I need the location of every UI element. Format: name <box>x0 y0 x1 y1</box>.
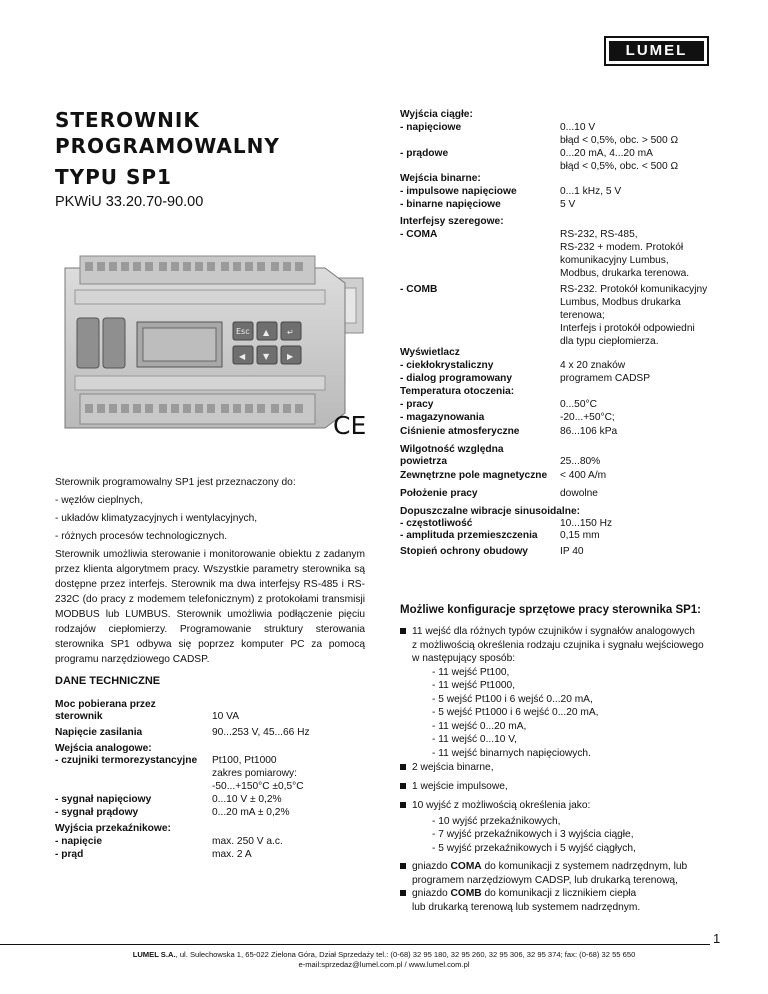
spec-value: 10 VA <box>212 711 239 722</box>
spec-value: 0...50°C <box>560 399 597 410</box>
spec-key: - dialog programowany <box>400 373 513 384</box>
spec-key: Ciśnienie atmosferyczne <box>400 426 520 437</box>
spec-value: RS-232, RS-485, <box>560 229 638 240</box>
config-heading: Możliwe konfiguracje sprzętowe pracy sterownika SP1: <box>400 604 702 616</box>
spec-value: komunikacyjny Lumbus, <box>560 255 669 266</box>
spec-value: zakres pomiarowy: <box>212 768 297 779</box>
config-bullet-coma <box>400 860 735 887</box>
spec-value: < 400 A/m <box>560 470 607 481</box>
spec-key: Wyjścia przekaźnikowe: <box>55 823 171 834</box>
spec-value: max. 2 A <box>212 849 252 860</box>
bullet-square-icon <box>400 783 406 789</box>
bullet-text: gniazdo <box>412 888 451 899</box>
spec-value: IP 40 <box>560 546 584 557</box>
bullet-text: do komunikacji z systemem nadrzędnym, lub <box>481 861 688 872</box>
bullet-bold: COMB <box>450 888 482 899</box>
ce-mark: CE <box>333 411 367 440</box>
lumel-logo <box>604 36 709 66</box>
svg-text:Esc: Esc <box>236 327 250 336</box>
intro-text <box>55 475 365 667</box>
bullet-text: 11 wejść dla różnych typów czujników i sygnałów analogowych <box>412 626 695 637</box>
spec-value: 10...150 Hz <box>560 518 613 529</box>
spec-value: dowolne <box>560 488 598 499</box>
spec-key: Moc pobierana przez <box>55 699 156 710</box>
spec-value: programem CADSP <box>560 373 651 384</box>
bullet-square-icon <box>400 802 406 808</box>
config-bullet-inputs <box>400 625 735 760</box>
spec-key: - sygnał prądowy <box>55 807 139 818</box>
bullet-sub: - 11 wejść Pt100, <box>432 666 510 678</box>
spec-key: - czujniki termorezystancyjne <box>55 755 198 766</box>
bullet-sub: - 11 wejść binarnych napięciowych. <box>432 747 591 759</box>
bullet-text: 1 wejście impulsowe, <box>412 781 508 792</box>
bullet-sub: - 11 wejść 0...10 V, <box>432 734 517 745</box>
spec-key: Zewnętrzne pole magnetyczne <box>400 470 548 481</box>
spec-key: Stopień ochrony obudowy <box>400 546 528 557</box>
svg-text:◀: ◀ <box>239 352 246 361</box>
spec-key: Wyświetlacz <box>400 347 460 358</box>
intro-item: - węzłów cieplnych, <box>55 495 143 506</box>
bullet-square-icon <box>400 863 406 869</box>
title-line-1: STEROWNIK <box>55 108 200 132</box>
spec-value: 86...106 kPa <box>560 426 618 437</box>
spec-value: Modbus, drukarka terenowa. <box>560 268 690 279</box>
spec-key: - binarne napięciowe <box>400 199 501 210</box>
bullet-square-icon <box>400 764 406 770</box>
spec-value: dla typu ciepłomierza. <box>560 336 659 347</box>
spec-key: - napięcie <box>55 836 102 847</box>
spec-value: błąd < 0,5%, obc. < 500 Ω <box>560 161 679 172</box>
spec-key: Temperatura otoczenia: <box>400 386 515 397</box>
subtitle-pkwiu: PKWiU 33.20.70-90.00 <box>55 194 204 210</box>
spec-key: Dopuszczalne wibracje sinusoidalne: <box>400 506 581 517</box>
spec-key: Napięcie zasilania <box>55 727 143 738</box>
bullet-square-icon <box>400 890 406 896</box>
spec-key: - prąd <box>55 849 84 860</box>
config-bullet-binary <box>400 761 735 775</box>
spec-key: - COMB <box>400 284 438 295</box>
bullet-text: gniazdo <box>412 861 451 872</box>
config-bullet-comb <box>400 887 735 914</box>
spec-value: 0...20 mA ± 0,2% <box>212 807 290 818</box>
spec-key: - ciekłokrystaliczny <box>400 360 494 371</box>
bullet-text: 10 wyjść z możliwością określenia jako: <box>412 800 591 811</box>
bullet-sub: - 5 wejść Pt100 i 6 wejść 0...20 mA, <box>432 693 593 705</box>
spec-value: 4 x 20 znaków <box>560 360 626 371</box>
spec-key: - prądowe <box>400 148 449 159</box>
spec-value: 5 V <box>560 199 576 210</box>
intro-body: Sterownik umożliwia sterowanie i monitorowanie obiektu z zadanym przez klienta algorytmem pracy. Wszystkie parametry sterownika są dostępne przez interfejs. Sterownik ma dwa interfejsy RS-485 i RS-232C (do pracy z modemem telefonicznym) z protokołami transmisji MODBUS lub LUMBUS. Sterownik umożliwia podłączenie pięciu rodzajów ciepłomierzy. Programowanie struktury sterowania sterownika SP1 odbywa się poprzez komputer PC za pomocą programu narzędziowego CADSP. <box>55 549 365 665</box>
svg-text:▼: ▼ <box>263 352 270 361</box>
tech-data-heading: DANE TECHNICZNE <box>55 675 161 687</box>
spec-value: 0...1 kHz, 5 V <box>560 186 622 197</box>
config-bullet-outputs <box>400 799 735 855</box>
bullet-sub: - 5 wejść Pt1000 i 6 wejść 0...20 mA, <box>432 707 599 718</box>
spec-key: Wyjścia ciągłe: <box>400 109 473 120</box>
spec-key: Interfejsy szeregowe: <box>400 216 504 227</box>
spec-value: -20...+50°C; <box>560 412 615 423</box>
spec-value: 90...253 V, 45...66 Hz <box>212 727 310 738</box>
spec-value: 25...80% <box>560 456 601 467</box>
spec-value: błąd < 0,5%, obc. > 500 Ω <box>560 135 679 146</box>
footer-company: LUMEL S.A. <box>132 950 176 959</box>
bullet-sub: - 11 wejść 0...20 mA, <box>432 720 527 732</box>
spec-value: Lumbus, Modbus drukarka <box>560 297 681 308</box>
spec-value: -50...+150°C ±0,5°C <box>212 781 304 792</box>
bullet-text: 2 wejścia binarne, <box>412 762 494 773</box>
spec-value: RS-232. Protokół komunikacyjny <box>560 284 708 295</box>
config-bullet-impulse <box>400 780 735 794</box>
bullet-text: z możliwością określenia rodzaju czujnika i sygnału wejściowego <box>412 639 704 651</box>
spec-key: powietrza <box>400 456 447 467</box>
spec-key: Wejścia binarne: <box>400 173 481 184</box>
spec-key: Położenie pracy <box>400 488 478 499</box>
bullet-bold: COMA <box>450 861 482 872</box>
bullet-sub: - 5 wyjść przekaźnikowych i 5 wyjść ciągłych, <box>432 842 636 854</box>
title-line-3: TYPU SP1 <box>55 165 172 189</box>
spec-key: - impulsowe napięciowe <box>400 186 517 197</box>
bullet-sub: - 7 wyjść przekaźnikowych i 3 wyjścia ciągłe, <box>432 829 634 840</box>
spec-value: 0,15 mm <box>560 530 600 541</box>
spec-key: sterownik <box>55 711 103 722</box>
bullet-text: w następujący sposób: <box>412 653 516 664</box>
bullet-square-icon <box>400 628 406 634</box>
logo-text: LUMEL <box>609 41 704 61</box>
spec-key: Wilgotność względna <box>400 444 504 455</box>
svg-text:▲: ▲ <box>263 328 270 337</box>
bullet-sub: - 10 wyjść przekaźnikowych, <box>432 815 561 827</box>
title-line-2: PROGRAMOWALNY <box>55 134 280 158</box>
spec-value: max. 250 V a.c. <box>212 836 283 847</box>
svg-text:▶: ▶ <box>287 352 294 361</box>
spec-key: - pracy <box>400 399 434 410</box>
page-number: 1 <box>713 931 721 946</box>
spec-key: - COMA <box>400 229 438 240</box>
footer-divider <box>0 944 710 945</box>
spec-value: RS-232 + modem. Protokół <box>560 242 684 253</box>
spec-value: terenowa; <box>560 310 605 321</box>
bullet-text: do komunikacji z licznikiem ciepła <box>481 888 637 899</box>
spec-value: Pt100, Pt1000 <box>212 755 277 766</box>
spec-key: Wejścia analogowe: <box>55 743 152 754</box>
footer-email-www: e-mail:sprzedaz@lumel.com.pl / www.lumel.com.pl <box>298 960 470 969</box>
spec-key: - częstotliwość <box>400 518 473 529</box>
spec-key: - magazynowania <box>400 412 485 423</box>
bullet-text: programem narzędziowym CADSP, lub drukarką terenową, <box>412 874 678 886</box>
bullet-text: lub drukarką terenową lub systemem nadrzędnym. <box>412 901 641 913</box>
spec-value: 0...10 V ± 0,2% <box>212 794 282 805</box>
footer-address: , ul. Sulechowska 1, 65-022 Zielona Góra, Dział Sprzedaży tel.: (0-68) 32 95 180, 32 95 260, 32 95 306, 32 95 374; fax: (0-68) 32 55 650 <box>175 950 636 959</box>
intro-lead: Sterownik programowalny SP1 jest przeznaczony do: <box>55 477 296 488</box>
spec-value: 0...20 mA, 4...20 mA <box>560 148 653 159</box>
device-photo <box>55 238 375 453</box>
intro-item: - układów klimatyzacyjnych i wentylacyjnych, <box>55 513 258 524</box>
svg-text:↵: ↵ <box>287 328 294 337</box>
spec-key: - napięciowe <box>400 122 462 133</box>
spec-key: - sygnał napięciowy <box>55 794 152 805</box>
intro-item: - różnych procesów technologicznych. <box>55 531 228 542</box>
spec-key: - amplituda przemieszczenia <box>400 530 538 541</box>
spec-value: 0...10 V <box>560 122 596 133</box>
spec-value: Interfejs i protokół odpowiedni <box>560 323 695 334</box>
footer-contact <box>0 950 768 970</box>
bullet-sub: - 11 wejść Pt1000, <box>432 680 516 691</box>
